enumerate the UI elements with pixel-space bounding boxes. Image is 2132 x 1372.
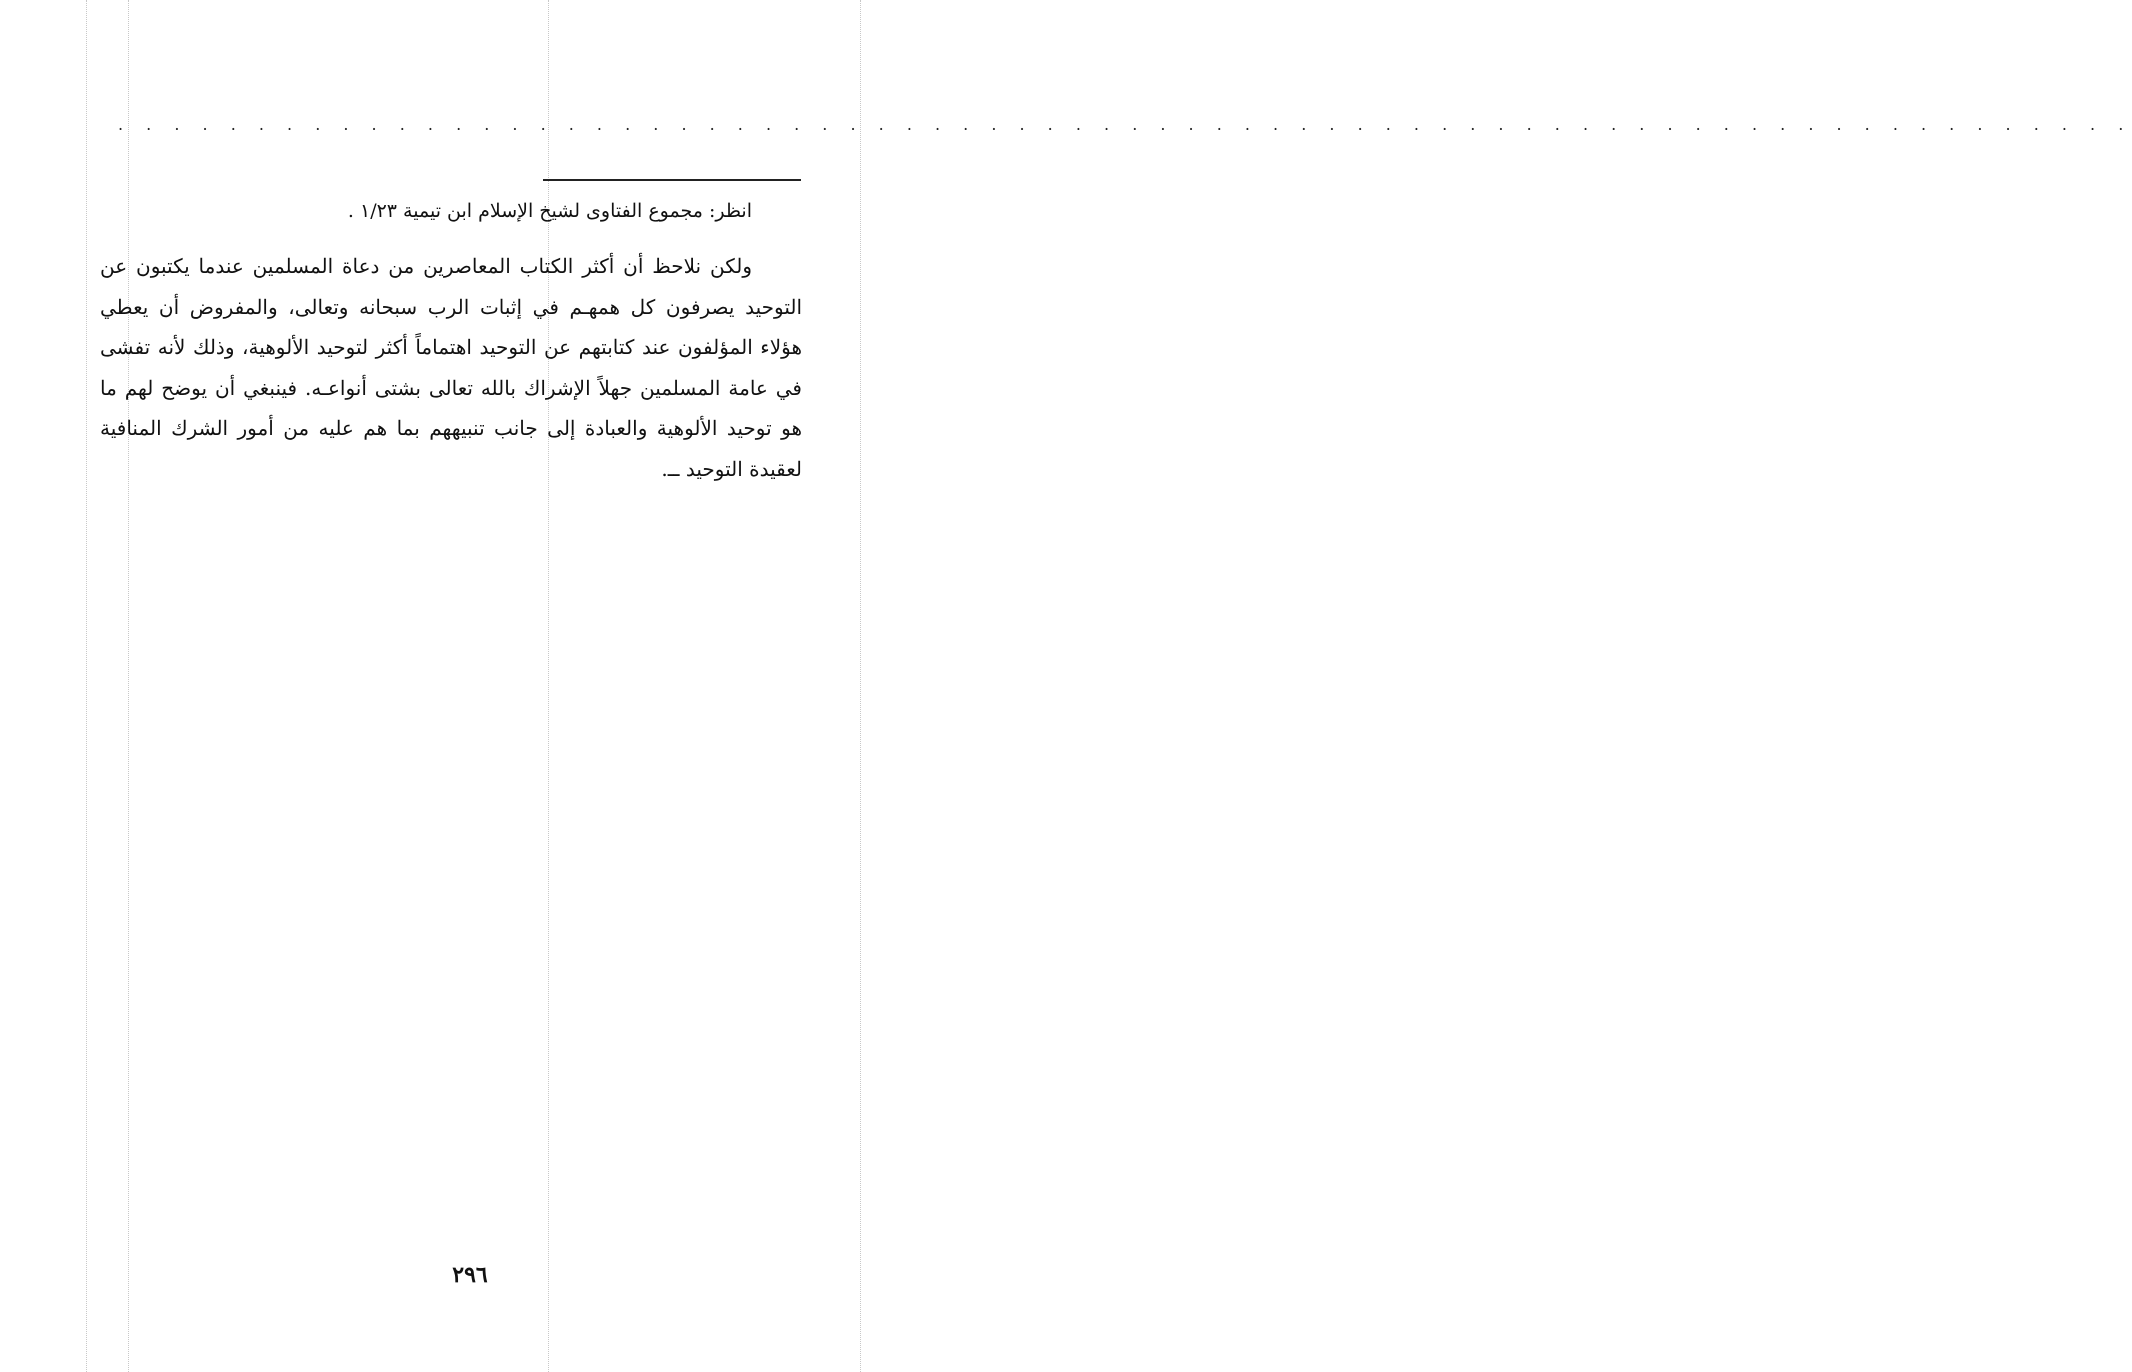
scan-artifact-line xyxy=(86,0,87,1372)
footnote-text: انظر: مجموع الفتاوى لشيخ الإسلام ابن تيمية ١/٢٣ . xyxy=(347,200,752,222)
footnote-rule xyxy=(543,179,801,181)
scan-artifact-line xyxy=(860,0,861,1372)
page-number: ٢٩٦ xyxy=(452,1262,488,1288)
body-paragraph: ولكن نلاحظ أن أكثر الكتاب المعاصرين من دعاة المسلمين عندما يكتبون عن التوحيد يصرفون كل همهـم في إثبات الرب سبحانه وتعالى، والمفروض أن يعطي هؤلاء المؤلفون عند كتابتهم عن التوحيد اهتماماً أكثر لتوحيد الألوهية، وذلك لأنه تفشى في عامة المسلمين جهلاً الإشراك بالله تعالى بشتى أنواعـه. فينبغي أن يوضح لهم ما هو توحيد الألوهية والعبادة إلى جانب تنبيههم بما هم عليه من أمور الشرك المنافية لعقيدة التوحيد ــ. xyxy=(100,254,802,481)
scan-artifact-line xyxy=(128,0,129,1372)
dotted-separator: . . . . . . . . . . . . . . . . . . . . . . . . . . . . . . . . . . . . . . . . . . . . . . . . . . . . . . . . . . . . . . . . . . . . . . . . xyxy=(118,115,2132,134)
body-text xyxy=(100,246,802,489)
